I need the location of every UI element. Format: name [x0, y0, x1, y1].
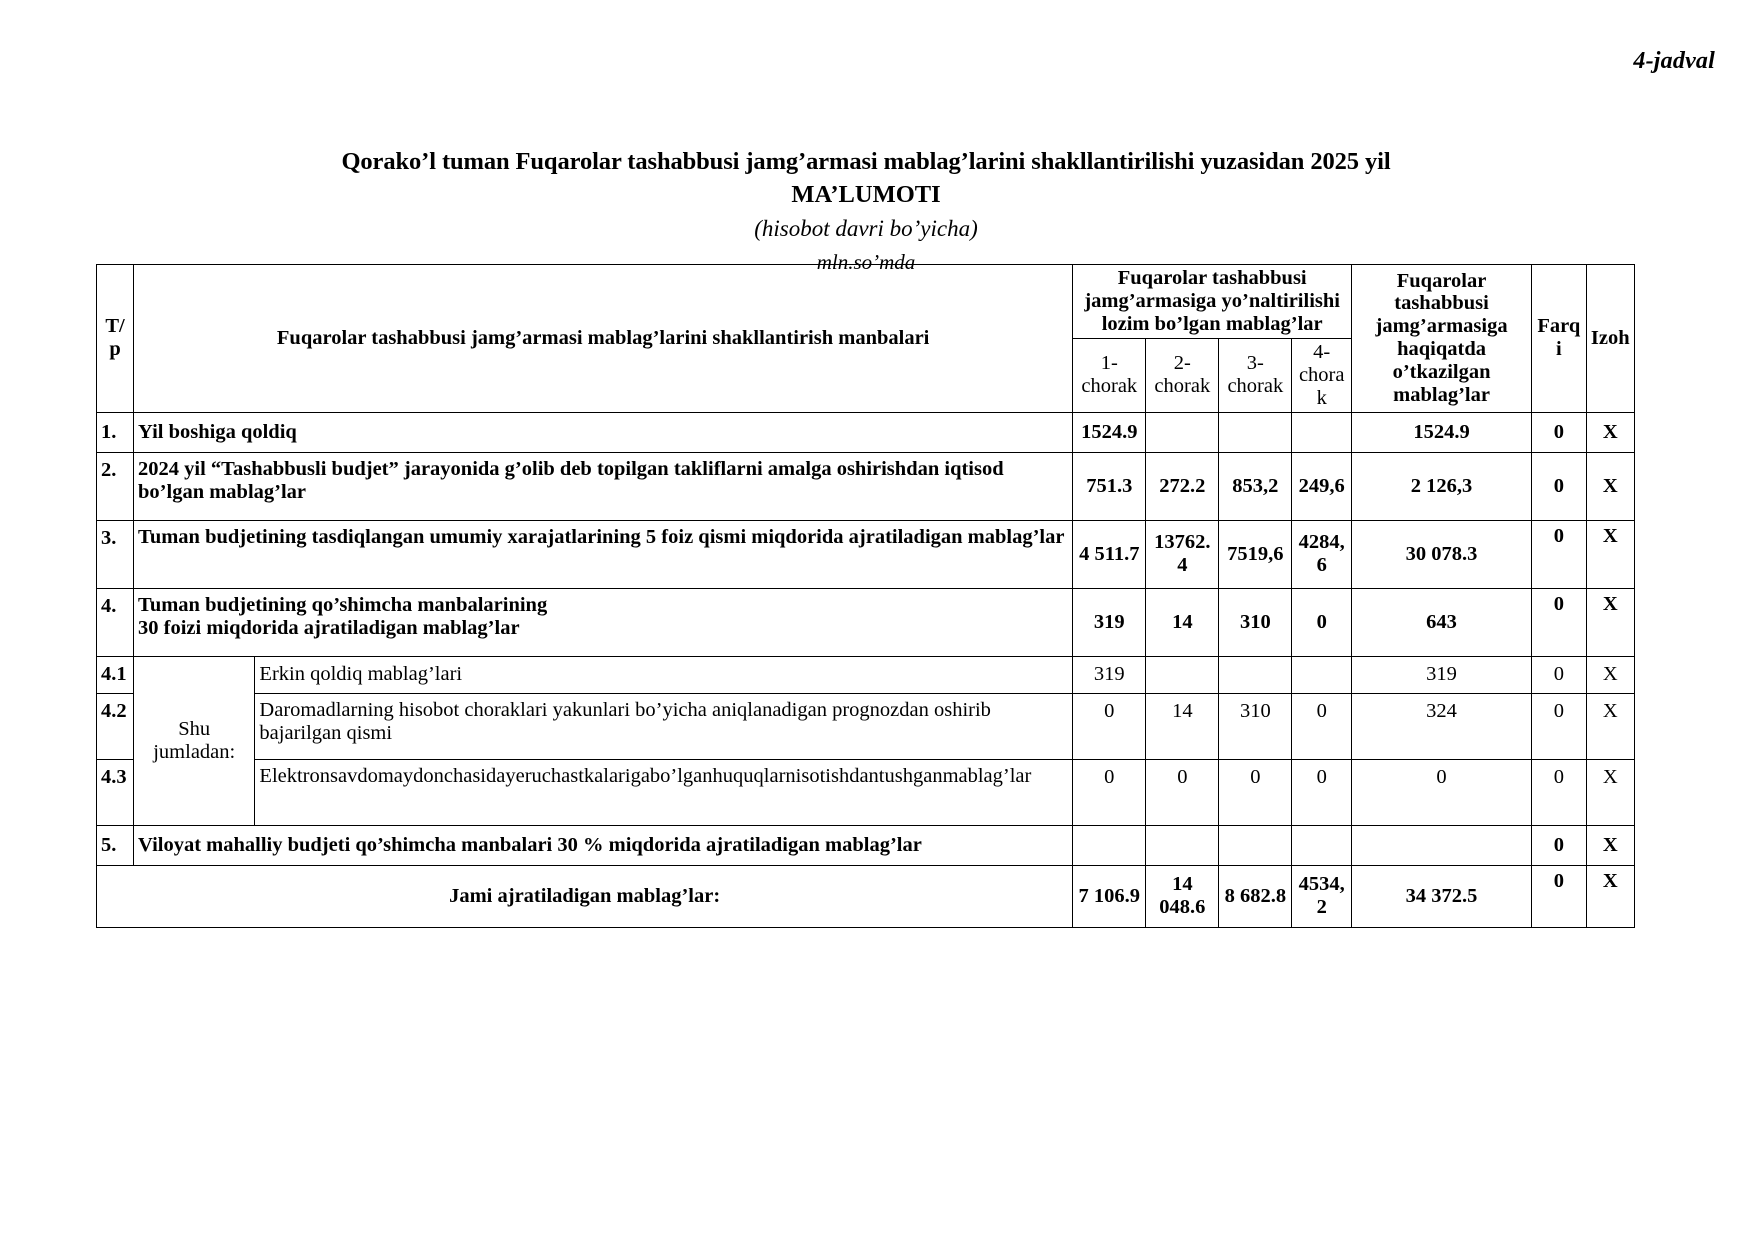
row-q3: 853,2: [1219, 452, 1292, 520]
row-number: 1.: [97, 412, 134, 452]
table-row: [97, 588, 1635, 656]
row-description: Erkin qoldiq mablag’lari: [255, 656, 1073, 693]
total-q4: 4534,2: [1292, 865, 1352, 927]
row-izoh: X: [1586, 588, 1634, 656]
row-q2: 0: [1146, 759, 1219, 825]
header-q1: 1-chorak: [1073, 338, 1146, 412]
row-q2: 272.2: [1146, 452, 1219, 520]
header-q4: 4-chorak: [1292, 338, 1352, 412]
page-title: Qorako’l tuman Fuqarolar tashabbusi jamg’armasi mablag’larini shakllantirilishi yuzasidan 2025 yil: [341, 148, 1391, 175]
row-q1: 0: [1073, 693, 1146, 759]
row-description: [134, 588, 1073, 656]
header-tp: T/p: [97, 265, 134, 413]
table-row: [97, 693, 1635, 759]
row-q4: 4284,6: [1292, 520, 1352, 588]
row-q2: [1146, 412, 1219, 452]
table-row: [97, 452, 1635, 520]
row-q1: 319: [1073, 588, 1146, 656]
row-q2: 13762.4: [1146, 520, 1219, 588]
row-actual: 319: [1352, 656, 1532, 693]
total-q3: 8 682.8: [1219, 865, 1292, 927]
row-farq: 0: [1532, 825, 1587, 865]
row-description-line2: 30 foizi miqdorida ajratiladigan mablag’lar: [138, 616, 520, 639]
row-q3: 0: [1219, 759, 1292, 825]
row-q4: [1292, 825, 1352, 865]
table-row: [97, 825, 1635, 865]
row-description-line1: Tuman budjetining qo’shimcha manbalarining: [138, 593, 548, 616]
total-izoh: X: [1586, 865, 1634, 927]
row-number: 3.: [97, 520, 134, 588]
total-farq: 0: [1532, 865, 1587, 927]
row-q3: 7519,6: [1219, 520, 1292, 588]
row-farq: 0: [1532, 759, 1587, 825]
row-izoh: X: [1586, 825, 1634, 865]
row-q4: [1292, 412, 1352, 452]
header-planned-group: Fuqarolar tashabbusi jamg’armasiga yo’naltirilishi lozim bo’lgan mablag’lar: [1073, 265, 1352, 339]
row-q1: 1524.9: [1073, 412, 1146, 452]
row-actual: 1524.9: [1352, 412, 1532, 452]
header-izoh: Izoh: [1586, 265, 1634, 413]
header-q2: 2-chorak: [1146, 338, 1219, 412]
row-q1: 319: [1073, 656, 1146, 693]
row-farq: 0: [1532, 693, 1587, 759]
row-q2: 14: [1146, 693, 1219, 759]
total-q2: 14 048.6: [1146, 865, 1219, 927]
table-header-row-1: [97, 265, 1635, 339]
table-row: [97, 656, 1635, 693]
page-subtitle-malumoti: MA’LUMOTI: [791, 181, 941, 208]
row-actual: 0: [1352, 759, 1532, 825]
row-q1: 4 511.7: [1073, 520, 1146, 588]
row-farq: 0: [1532, 520, 1587, 588]
row-q1: 0: [1073, 759, 1146, 825]
row-q2: [1146, 656, 1219, 693]
row-number: 4.2: [97, 693, 134, 759]
row-q2: 14: [1146, 588, 1219, 656]
row-number: 4.3: [97, 759, 134, 825]
row-number: 4.1: [97, 656, 134, 693]
header-q3: 3-chorak: [1219, 338, 1292, 412]
row-izoh: X: [1586, 452, 1634, 520]
header-farq: Farqi: [1532, 265, 1587, 413]
table-row: [97, 759, 1635, 825]
row-q3: 310: [1219, 693, 1292, 759]
row-actual: 324: [1352, 693, 1532, 759]
row-farq: 0: [1532, 452, 1587, 520]
row-izoh: X: [1586, 693, 1634, 759]
row-farq: 0: [1532, 588, 1587, 656]
row-q4: 249,6: [1292, 452, 1352, 520]
row-description: Yil boshiga qoldiq: [134, 412, 1073, 452]
table-row: [97, 520, 1635, 588]
shu-jumladan-label: [134, 656, 255, 825]
row-q3: 310: [1219, 588, 1292, 656]
row-q4: 0: [1292, 759, 1352, 825]
row-number: 5.: [97, 825, 134, 865]
row-actual: [1352, 825, 1532, 865]
funds-formation-table: [96, 264, 1635, 928]
row-izoh: X: [1586, 759, 1634, 825]
table-row: [97, 412, 1635, 452]
row-actual: 30 078.3: [1352, 520, 1532, 588]
row-description: Elektronsavdomaydonchasidayeruchastkalarigabo’lganhuquqlarnisotishdantushganmablag’lar: [255, 759, 1073, 825]
table-total-row: [97, 865, 1635, 927]
units-label: mln.so’mda: [816, 250, 916, 274]
row-q4: 0: [1292, 588, 1352, 656]
row-izoh: X: [1586, 520, 1634, 588]
row-number: 2.: [97, 452, 134, 520]
row-izoh: X: [1586, 412, 1634, 452]
total-label: Jami ajratiladigan mablag’lar:: [97, 865, 1073, 927]
row-description: Viloyat mahalliy budjeti qo’shimcha manbalari 30 % miqdorida ajratiladigan mablag’lar: [134, 825, 1073, 865]
row-q2: [1146, 825, 1219, 865]
total-q1: 7 106.9: [1073, 865, 1146, 927]
row-q1: [1073, 825, 1146, 865]
shu-jumladan-text: Shu jumladan:: [153, 717, 236, 763]
row-description: Daromadlarning hisobot choraklari yakunlari bo’yicha aniqlanadigan prognozdan oshirib bajarilgan qismi: [255, 693, 1073, 759]
row-q3: [1219, 825, 1292, 865]
total-actual: 34 372.5: [1352, 865, 1532, 927]
row-izoh: X: [1586, 656, 1634, 693]
row-number: 4.: [97, 588, 134, 656]
row-actual: 2 126,3: [1352, 452, 1532, 520]
table-number-label: 4-jadval: [1633, 48, 1715, 74]
row-q3: [1219, 656, 1292, 693]
row-q4: 0: [1292, 693, 1352, 759]
row-farq: 0: [1532, 656, 1587, 693]
row-description: 2024 yil “Tashabbusli budjet” jarayonida g’olib deb topilgan takliflarni amalga oshirishdan iqtisod bo’lgan mablag’lar: [134, 452, 1073, 520]
row-q4: [1292, 656, 1352, 693]
report-period-note: (hisobot davri bo’yicha): [754, 216, 978, 241]
header-actual: Fuqarolar tashabbusi jamg’armasiga haqiqatda o’tkazilgan mablag’lar: [1352, 265, 1532, 413]
row-farq: 0: [1532, 412, 1587, 452]
row-q3: [1219, 412, 1292, 452]
header-sources: Fuqarolar tashabbusi jamg’armasi mablag’larini shakllantirish manbalari: [134, 265, 1073, 413]
row-description: Tuman budjetining tasdiqlangan umumiy xarajatlarining 5 foiz qismi miqdorida ajratiladigan mablag’lar: [134, 520, 1073, 588]
row-actual: 643: [1352, 588, 1532, 656]
row-q1: 751.3: [1073, 452, 1146, 520]
document-title-block: [97, 145, 1635, 277]
